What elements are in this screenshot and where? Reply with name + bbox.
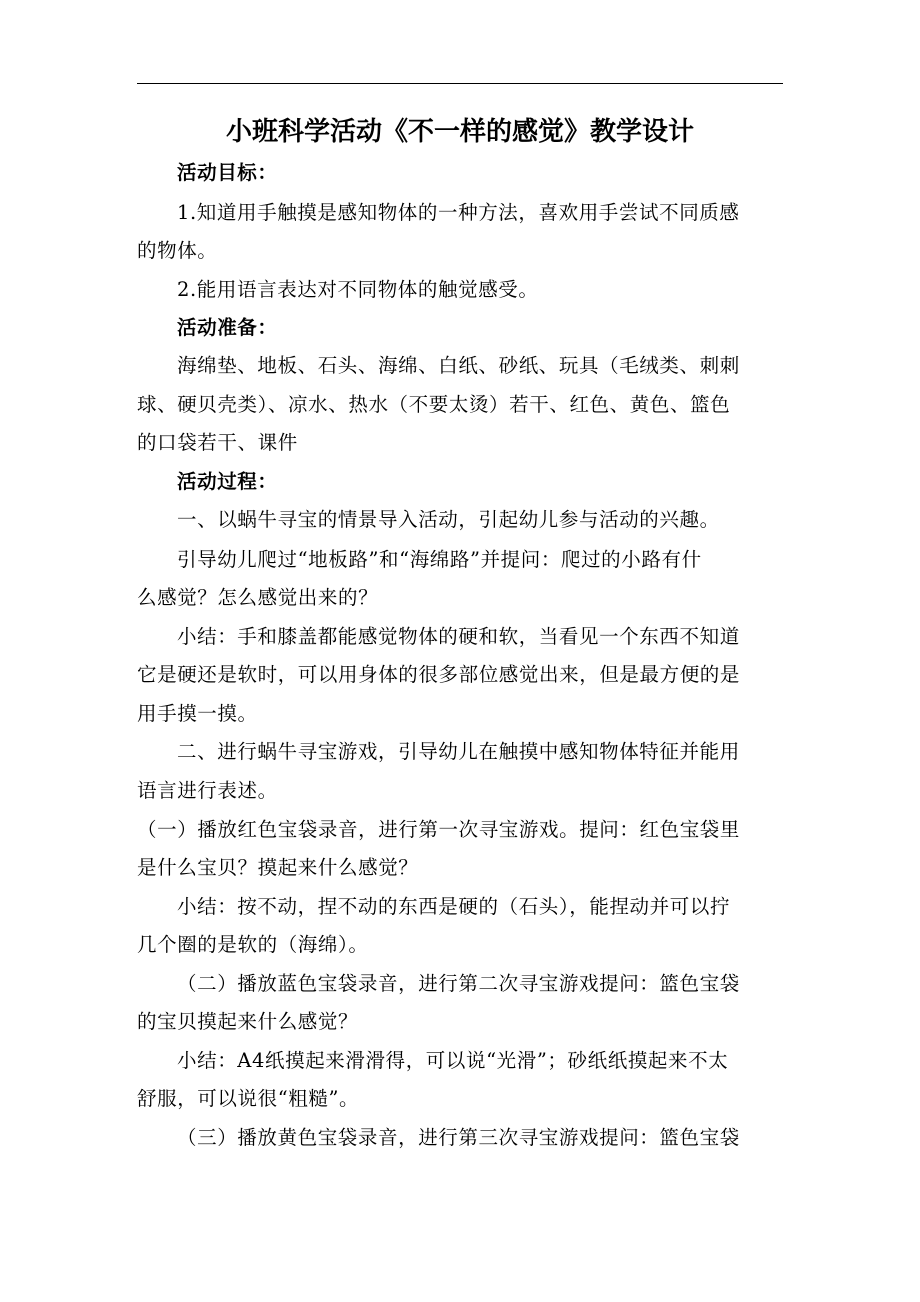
paragraph-line: 引导幼儿爬过“地板路”和“海绵路”并提问：爬过的小路有什 (177, 548, 702, 571)
paragraph-line: 的口袋若干、课件 (137, 431, 298, 454)
paragraph-line: 2.能用语言表达对不同物体的触觉感受。 (177, 278, 539, 301)
paragraph-line: 小结：A4纸摸起来滑滑得，可以说“光滑”；砂纸纸摸起来不太 (177, 1049, 729, 1072)
paragraph-line: 的物体。 (137, 239, 218, 262)
paragraph-line: 1.知道用手触摸是感知物体的一种方法，喜欢用手尝试不同质感 (177, 201, 740, 224)
paragraph-line: （二）播放蓝色宝袋录音，进行第二次寻宝游戏提问：篮色宝袋 (177, 972, 740, 995)
paragraph-line: 语言进行表述。 (137, 779, 278, 802)
paragraph-line: 几个圈的是软的（海绵）。 (137, 933, 369, 956)
paragraph-line: 的宝贝摸起来什么感觉？ (137, 1010, 359, 1033)
paragraph-line: 舒服，可以说很“粗糙”。 (137, 1087, 360, 1110)
paragraph-line: 么感觉？怎么感觉出来的？ (137, 586, 379, 609)
paragraph-line: （三）播放黄色宝袋录音，进行第三次寻宝游戏提问：篮色宝袋 (177, 1126, 740, 1149)
paragraph-line: 小结：手和膝盖都能感觉物体的硬和软，当看见一个东西不知道 (177, 625, 740, 648)
section-heading-preparation: 活动准备： (177, 316, 278, 339)
paragraph-line: 球、硬贝壳类）、凉水、热水（不要太烫）若干、红色、黄色、篮色 (137, 393, 731, 416)
document-title: 小班科学活动《不一样的感觉》教学设计 (225, 117, 694, 147)
paragraph-line: 是什么宝贝？摸起来什么感觉？ (137, 856, 419, 879)
paragraph-line: 二、进行蜗牛寻宝游戏，引导幼儿在触摸中感知物体特征并能用 (177, 740, 740, 763)
paragraph-line: （一）播放红色宝袋录音，进行第一次寻宝游戏。提问：红色宝袋里 (137, 818, 741, 841)
section-heading-goals: 活动目标： (177, 161, 278, 184)
paragraph-line: 海绵垫、地板、石头、海绵、白纸、砂纸、玩具（毛绒类、刺刺 (177, 354, 740, 377)
paragraph-line: 一、以蜗牛寻宝的情景导入活动，引起幼儿参与活动的兴趣。 (177, 508, 720, 531)
section-heading-process: 活动过程： (177, 470, 278, 493)
paragraph-line: 小结：按不动，捏不动的东西是硬的（石头），能捏动并可以拧 (177, 895, 731, 918)
header-rule (137, 83, 783, 84)
paragraph-line: 它是硬还是软时，可以用身体的很多部位感觉出来，但是最方便的是 (137, 663, 741, 686)
paragraph-line: 用手摸一摸。 (137, 702, 258, 725)
